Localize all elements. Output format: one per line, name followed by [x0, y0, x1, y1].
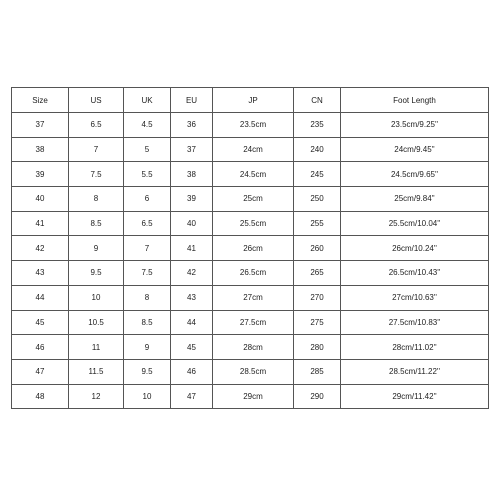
header-foot-length: Foot Length [341, 88, 489, 113]
cell-size: 38 [12, 137, 69, 162]
cell-uk: 6.5 [124, 211, 171, 236]
cell-eu: 39 [171, 187, 213, 212]
size-chart-table [11, 87, 489, 409]
cell-cn: 265 [294, 261, 341, 286]
cell-cn: 285 [294, 359, 341, 384]
cell-eu: 42 [171, 261, 213, 286]
cell-uk: 7.5 [124, 261, 171, 286]
cell-size: 37 [12, 113, 69, 138]
cell-uk: 9.5 [124, 359, 171, 384]
cell-cn: 255 [294, 211, 341, 236]
cell-us: 7.5 [69, 162, 124, 187]
cell-jp: 27.5cm [213, 310, 294, 335]
cell-jp: 26.5cm [213, 261, 294, 286]
cell-uk: 8 [124, 285, 171, 310]
header-size: Size [12, 88, 69, 113]
table-row [12, 384, 489, 409]
cell-foot-length: 27.5cm/10.83'' [341, 310, 489, 335]
cell-jp: 29cm [213, 384, 294, 409]
cell-cn: 275 [294, 310, 341, 335]
table-row [12, 335, 489, 360]
header-row [12, 88, 489, 113]
cell-foot-length: 26cm/10.24'' [341, 236, 489, 261]
size-chart-body [12, 113, 489, 409]
cell-foot-length: 29cm/11.42'' [341, 384, 489, 409]
cell-size: 46 [12, 335, 69, 360]
cell-uk: 8.5 [124, 310, 171, 335]
cell-cn: 270 [294, 285, 341, 310]
cell-jp: 25.5cm [213, 211, 294, 236]
cell-uk: 7 [124, 236, 171, 261]
cell-foot-length: 25.5cm/10.04'' [341, 211, 489, 236]
table-row [12, 310, 489, 335]
cell-eu: 38 [171, 162, 213, 187]
header-jp: JP [213, 88, 294, 113]
cell-size: 45 [12, 310, 69, 335]
cell-us: 12 [69, 384, 124, 409]
cell-cn: 260 [294, 236, 341, 261]
cell-eu: 36 [171, 113, 213, 138]
cell-us: 11 [69, 335, 124, 360]
cell-jp: 23.5cm [213, 113, 294, 138]
cell-uk: 5.5 [124, 162, 171, 187]
cell-uk: 4.5 [124, 113, 171, 138]
cell-eu: 41 [171, 236, 213, 261]
cell-foot-length: 24.5cm/9.65'' [341, 162, 489, 187]
cell-jp: 28cm [213, 335, 294, 360]
table-row [12, 211, 489, 236]
cell-jp: 27cm [213, 285, 294, 310]
cell-us: 8.5 [69, 211, 124, 236]
size-chart-header [12, 88, 489, 113]
header-cn: CN [294, 88, 341, 113]
cell-foot-length: 25cm/9.84'' [341, 187, 489, 212]
cell-eu: 46 [171, 359, 213, 384]
table-row [12, 359, 489, 384]
cell-size: 48 [12, 384, 69, 409]
cell-cn: 290 [294, 384, 341, 409]
cell-uk: 9 [124, 335, 171, 360]
table-row [12, 261, 489, 286]
cell-eu: 47 [171, 384, 213, 409]
cell-eu: 45 [171, 335, 213, 360]
cell-jp: 26cm [213, 236, 294, 261]
cell-eu: 40 [171, 211, 213, 236]
cell-jp: 25cm [213, 187, 294, 212]
cell-size: 39 [12, 162, 69, 187]
table-row [12, 285, 489, 310]
cell-eu: 44 [171, 310, 213, 335]
cell-eu: 37 [171, 137, 213, 162]
cell-jp: 28.5cm [213, 359, 294, 384]
cell-size: 40 [12, 187, 69, 212]
cell-cn: 240 [294, 137, 341, 162]
cell-us: 9.5 [69, 261, 124, 286]
cell-foot-length: 28.5cm/11.22'' [341, 359, 489, 384]
table-row [12, 162, 489, 187]
cell-size: 42 [12, 236, 69, 261]
cell-uk: 10 [124, 384, 171, 409]
cell-us: 10 [69, 285, 124, 310]
cell-size: 47 [12, 359, 69, 384]
cell-cn: 235 [294, 113, 341, 138]
cell-us: 7 [69, 137, 124, 162]
table-row [12, 113, 489, 138]
cell-uk: 6 [124, 187, 171, 212]
cell-foot-length: 27cm/10.63'' [341, 285, 489, 310]
cell-us: 8 [69, 187, 124, 212]
cell-foot-length: 28cm/11.02'' [341, 335, 489, 360]
header-eu: EU [171, 88, 213, 113]
cell-us: 11.5 [69, 359, 124, 384]
header-uk: UK [124, 88, 171, 113]
cell-size: 43 [12, 261, 69, 286]
table-row [12, 137, 489, 162]
cell-us: 10.5 [69, 310, 124, 335]
cell-foot-length: 23.5cm/9.25'' [341, 113, 489, 138]
cell-us: 9 [69, 236, 124, 261]
cell-size: 41 [12, 211, 69, 236]
cell-cn: 250 [294, 187, 341, 212]
cell-jp: 24.5cm [213, 162, 294, 187]
header-us: US [69, 88, 124, 113]
table-row [12, 187, 489, 212]
cell-size: 44 [12, 285, 69, 310]
cell-cn: 245 [294, 162, 341, 187]
cell-uk: 5 [124, 137, 171, 162]
cell-us: 6.5 [69, 113, 124, 138]
cell-jp: 24cm [213, 137, 294, 162]
cell-foot-length: 26.5cm/10.43'' [341, 261, 489, 286]
cell-foot-length: 24cm/9.45'' [341, 137, 489, 162]
cell-eu: 43 [171, 285, 213, 310]
cell-cn: 280 [294, 335, 341, 360]
table-row [12, 236, 489, 261]
